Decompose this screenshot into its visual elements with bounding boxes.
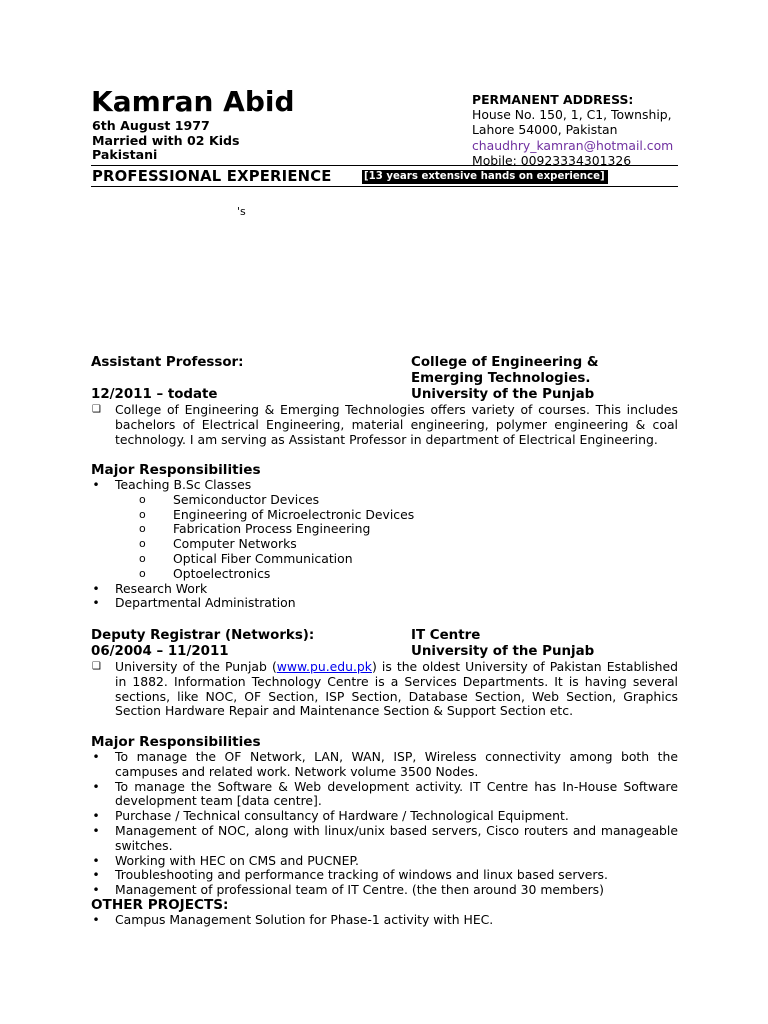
job1-heading-row-3 — [91, 387, 678, 403]
list-item — [91, 809, 678, 824]
list-item — [91, 913, 678, 928]
job1-classes-list — [115, 493, 678, 582]
job1-responsibilities-title: Major Responsibilities — [91, 462, 261, 478]
circle-bullet-icon: o — [139, 492, 146, 506]
circle-bullet-icon: o — [139, 537, 146, 551]
university-website-link[interactable]: www.pu.edu.pk — [276, 659, 372, 674]
other-projects-list — [91, 913, 678, 928]
job1-research: Research Work — [115, 580, 208, 596]
job1-org-line-2: Emerging Technologies. — [411, 371, 591, 386]
job1-role: Assistant Professor: — [91, 355, 244, 370]
bullet-icon: • — [92, 580, 100, 596]
job1-description-block — [91, 403, 678, 447]
list-item — [91, 780, 678, 810]
bullet-icon: • — [92, 912, 100, 927]
job2-description-block — [91, 660, 678, 719]
job2-responsibilities — [91, 750, 678, 898]
job2-heading-row-2 — [91, 644, 678, 660]
job1-class-item: Engineering of Microelectronic Devices — [173, 506, 415, 522]
job1-class-item: Optoelectronics — [173, 565, 271, 581]
bullet-icon: • — [92, 595, 100, 611]
list-item — [91, 750, 678, 780]
section-title-experience: PROFESSIONAL EXPERIENCE — [92, 168, 332, 185]
job1-class-item: Semiconductor Devices — [173, 491, 320, 507]
bullet-icon: • — [92, 749, 100, 764]
job1-heading-row-1 — [91, 355, 678, 371]
job2-responsibility: Working with HEC on CMS and PUCNEP. — [115, 852, 359, 868]
square-bullet-icon: ❑ — [92, 404, 101, 415]
bullet-icon: • — [92, 778, 100, 794]
job2-description — [91, 660, 678, 719]
job1-admin: Departmental Administration — [115, 595, 296, 611]
job1-heading-row-2 — [91, 371, 678, 387]
job1-org-line-3: University of the Punjab — [411, 387, 595, 402]
circle-bullet-icon: o — [139, 566, 146, 580]
job2-desc-after: ) is the oldest University of Pakistan Established in 1882. Information Technology Centre is a Services Departments. It is having several sections, like NOC, OF Section, ISP Section, Database Section, Web Section, Graphics Section Hardware Repair and Maintenance Section & Support Section etc. — [115, 659, 678, 719]
other-project-item: Campus Management Solution for Phase-1 activity with HEC. — [115, 912, 494, 927]
job2-heading-row-1 — [91, 628, 678, 644]
job2-responsibilities-list — [91, 750, 678, 898]
badge-close-bracket: ] — [600, 171, 605, 182]
bullet-icon: • — [92, 477, 100, 492]
list-item — [115, 537, 678, 552]
job2-org: IT Centre — [411, 628, 481, 643]
list-item — [115, 567, 678, 582]
circle-bullet-icon: o — [139, 551, 146, 565]
mobile-number: Mobile: 00923334301326 — [472, 152, 632, 168]
list-item — [115, 508, 678, 523]
job1-description-text: College of Engineering & Emerging Technologies offers variety of courses. This includes bachelors of Electrical Engineering, material engineering, polymer engineering & coal technology. I am serving as Assistant Professor in department of Electrical Engineering. — [115, 402, 678, 447]
list-item — [91, 596, 678, 611]
bullet-icon: • — [92, 852, 100, 868]
job1-teaching: Teaching B.Sc Classes — [115, 477, 252, 492]
job2-responsibility: Management of NOC, along with linux/unix based servers, Cisco routers and manageable switches. — [115, 822, 678, 853]
list-item — [115, 493, 678, 508]
marital-status: Married with 02 Kids — [92, 132, 240, 148]
address-label: PERMANENT ADDRESS: — [472, 92, 634, 107]
job1-class-item: Fabrication Process Engineering — [173, 521, 371, 537]
list-item — [115, 522, 678, 537]
permanent-address — [472, 92, 673, 168]
circle-bullet-icon: o — [139, 507, 146, 521]
nationality: Pakistani — [92, 147, 158, 163]
job1-description — [91, 403, 678, 447]
address-line-1: House No. 150, 1, C1, Township, — [472, 107, 672, 123]
candidate-name: Kamran Abid — [91, 85, 295, 118]
job2-responsibility: Purchase / Technical consultancy of Hardware / Technological Equipment. — [115, 808, 569, 824]
job2-responsibility: Troubleshooting and performance tracking of windows and linux based servers. — [115, 867, 608, 883]
job1-org-line-1: College of Engineering & — [411, 355, 599, 370]
bullet-icon: • — [92, 808, 100, 824]
circle-bullet-icon: o — [139, 522, 146, 536]
stray-mark: 's — [237, 205, 246, 218]
list-item — [91, 824, 678, 854]
job2-responsibility: To manage the Software & Web development activity. IT Centre has In-House Software development team [data centre]. — [115, 778, 678, 809]
bullet-icon: • — [92, 867, 100, 883]
list-item — [91, 883, 678, 898]
badge-text: 13 years extensive hands on experience — [368, 171, 600, 182]
job2-org-line-2: University of the Punjab — [411, 644, 595, 659]
job2-responsibilities-title: Major Responsibilities — [91, 734, 261, 750]
personal-details — [92, 119, 240, 163]
list-item — [91, 582, 678, 597]
square-bullet-icon: ❑ — [92, 661, 101, 672]
address-line-2: Lahore 54000, Pakistan — [472, 122, 618, 138]
job2-responsibility: To manage the OF Network, LAN, WAN, ISP, Wireless connectivity among both the campuses and related work. Network volume 3500 Nodes. — [115, 749, 678, 779]
job1-responsibilities — [91, 478, 678, 611]
job2-dates: 06/2004 – 11/2011 — [91, 644, 229, 659]
bullet-icon: • — [92, 822, 100, 838]
job2-role: Deputy Registrar (Networks): — [91, 628, 315, 643]
job2-responsibility: Management of professional team of IT Centre. (the then around 30 members) — [115, 882, 604, 898]
other-projects — [91, 913, 678, 928]
header-divider-top — [91, 165, 678, 166]
job1-dates: 12/2011 – todate — [91, 387, 218, 402]
list-item — [91, 478, 678, 582]
other-projects-title: OTHER PROJECTS: — [91, 897, 229, 913]
date-of-birth: 6th August 1977 — [92, 118, 210, 133]
list-item — [91, 854, 678, 869]
list-item — [91, 868, 678, 883]
email-link[interactable]: chaudhry_kamran@hotmail.com — [472, 137, 674, 153]
job2-desc-before: University of the Punjab ( — [115, 659, 277, 674]
experience-badge — [362, 170, 608, 184]
bullet-icon: • — [92, 882, 100, 898]
job1-class-item: Optical Fiber Communication — [173, 550, 353, 566]
job1-class-item: Computer Networks — [173, 536, 297, 552]
badge-open-bracket: [ — [364, 171, 369, 182]
header-divider-bottom — [91, 186, 678, 187]
list-item — [115, 552, 678, 567]
